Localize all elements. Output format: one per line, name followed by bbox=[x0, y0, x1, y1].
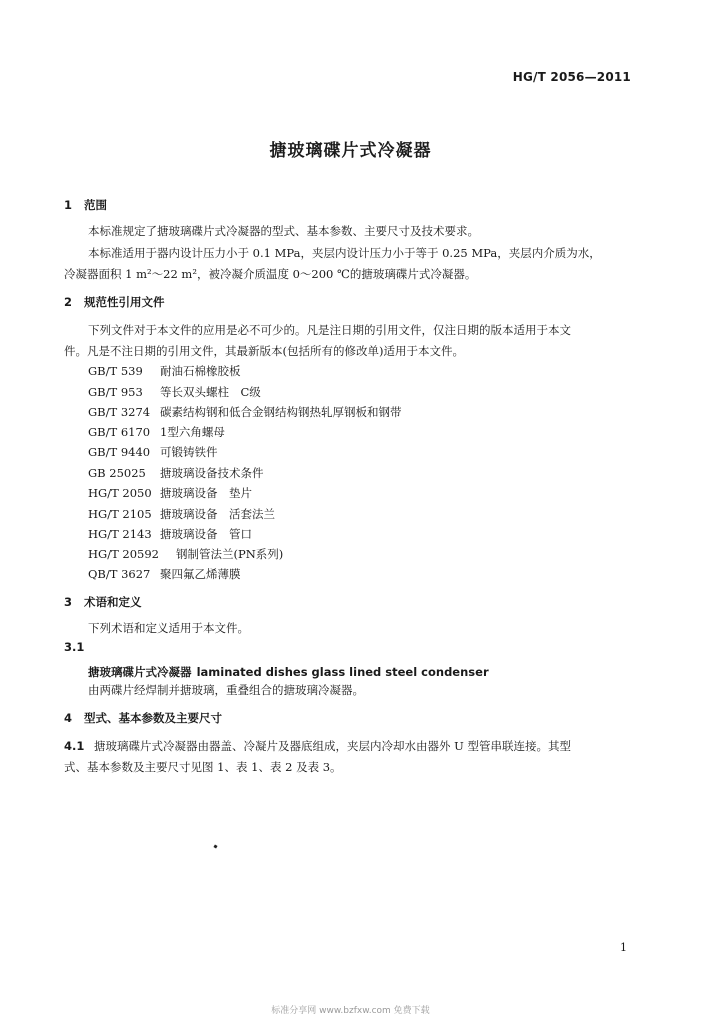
reference-item bbox=[88, 424, 225, 440]
scope-paragraph-2b: 冷凝器面积 1 m²～22 m²，被冷凝介质温度 0～200 ℃的搪玻璃碟片式冷凝器。 bbox=[64, 267, 477, 281]
section-2-heading bbox=[64, 294, 165, 310]
section-4-number: 4 bbox=[64, 711, 73, 725]
clause-4-1 bbox=[64, 738, 571, 754]
reference-code: GB/T 539 bbox=[88, 364, 143, 378]
reference-item bbox=[88, 526, 252, 542]
document-title: 搪玻璃碟片式冷凝器 bbox=[269, 141, 432, 161]
term-name-chinese: 搪玻璃碟片式冷凝器 bbox=[88, 665, 192, 679]
reference-item bbox=[88, 384, 261, 400]
section-1-title: 范围 bbox=[84, 198, 107, 212]
reference-title: 搪玻璃设备 活套法兰 bbox=[160, 507, 275, 521]
clause-4-1-text-b: 式、基本参数及主要尺寸见图 1、表 1、表 2 及表 3。 bbox=[64, 760, 342, 774]
section-1-heading bbox=[64, 197, 107, 213]
term-name-english: laminated dishes glass lined steel condenser bbox=[196, 665, 489, 679]
page-number: 1 bbox=[620, 941, 627, 954]
reference-item bbox=[88, 485, 252, 501]
normative-intro-a: 下列文件对于本文件的应用是必不可少的。凡是注日期的引用文件，仅注日期的版本适用于本文 bbox=[88, 323, 571, 337]
reference-item bbox=[88, 506, 275, 522]
reference-code: GB/T 3274 bbox=[88, 405, 151, 419]
section-3-title: 术语和定义 bbox=[84, 595, 142, 609]
reference-title: 搪玻璃设备技术条件 bbox=[160, 466, 264, 480]
reference-title: 耐油石棉橡胶板 bbox=[160, 364, 241, 378]
reference-title: 可锻铸铁件 bbox=[160, 445, 218, 459]
section-3-number: 3 bbox=[64, 595, 73, 609]
reference-code: HG/T 2143 bbox=[88, 527, 152, 541]
reference-title: 搪玻璃设备 垫片 bbox=[160, 486, 252, 500]
reference-code: GB 25025 bbox=[88, 466, 146, 480]
reference-title: 搪玻璃设备 管口 bbox=[160, 527, 252, 541]
reference-code: GB/T 953 bbox=[88, 385, 143, 399]
normative-intro-b: 件。凡是不注日期的引用文件，其最新版本(包括所有的修改单)适用于本文件。 bbox=[64, 344, 464, 358]
term-3-1-definition: 由两碟片经焊制并搪玻璃，重叠组合的搪玻璃冷凝器。 bbox=[88, 683, 364, 697]
clause-4-1-text-a: 搪玻璃碟片式冷凝器由器盖、冷凝片及器底组成，夹层内冷却水由器外 U 型管串联连接。其型 bbox=[94, 739, 571, 753]
reference-title: 1型六角螺母 bbox=[160, 425, 225, 439]
section-2-title: 规范性引用文件 bbox=[84, 295, 165, 309]
reference-code: HG/T 2105 bbox=[88, 507, 152, 521]
reference-code: HG/T 2050 bbox=[88, 486, 152, 500]
reference-code: GB/T 6170 bbox=[88, 425, 151, 439]
reference-item bbox=[88, 546, 283, 562]
reference-code: QB/T 3627 bbox=[88, 567, 151, 581]
terms-intro: 下列术语和定义适用于本文件。 bbox=[88, 621, 249, 635]
reference-item bbox=[88, 465, 264, 481]
reference-code: HG/T 20592 bbox=[88, 547, 159, 561]
section-4-title: 型式、基本参数及主要尺寸 bbox=[84, 711, 222, 725]
term-3-1-number: 3.1 bbox=[64, 640, 85, 654]
scope-paragraph-1: 本标准规定了搪玻璃碟片式冷凝器的型式、基本参数、主要尺寸及技术要求。 bbox=[88, 224, 479, 238]
reference-item bbox=[88, 404, 402, 420]
reference-item bbox=[88, 566, 241, 582]
reference-title: 等长双头螺柱 C级 bbox=[160, 385, 261, 399]
reference-item bbox=[88, 363, 241, 379]
term-3-1-name bbox=[88, 661, 489, 680]
section-2-number: 2 bbox=[64, 295, 73, 309]
reference-title: 钢制管法兰(PN系列) bbox=[176, 547, 284, 561]
reference-title: 聚四氟乙烯薄膜 bbox=[160, 567, 241, 581]
scan-artifact-mark bbox=[213, 844, 217, 848]
reference-title: 碳素结构钢和低合金钢结构钢热轧厚钢板和钢带 bbox=[160, 405, 402, 419]
clause-4-1-number: 4.1 bbox=[64, 739, 85, 753]
section-3-heading bbox=[64, 594, 142, 610]
reference-code: GB/T 9440 bbox=[88, 445, 151, 459]
section-1-number: 1 bbox=[64, 198, 73, 212]
scope-paragraph-2a: 本标准适用于器内设计压力小于 0.1 MPa，夹层内设计压力小于等于 0.25 MPa，夹层内介质为水， bbox=[88, 246, 601, 260]
reference-item bbox=[88, 444, 218, 460]
watermark-footer: 标准分享网 www.bzfxw.com 免费下载 bbox=[271, 1006, 430, 1016]
section-4-heading bbox=[64, 710, 222, 726]
standard-code: HG/T 2056—2011 bbox=[512, 70, 631, 84]
